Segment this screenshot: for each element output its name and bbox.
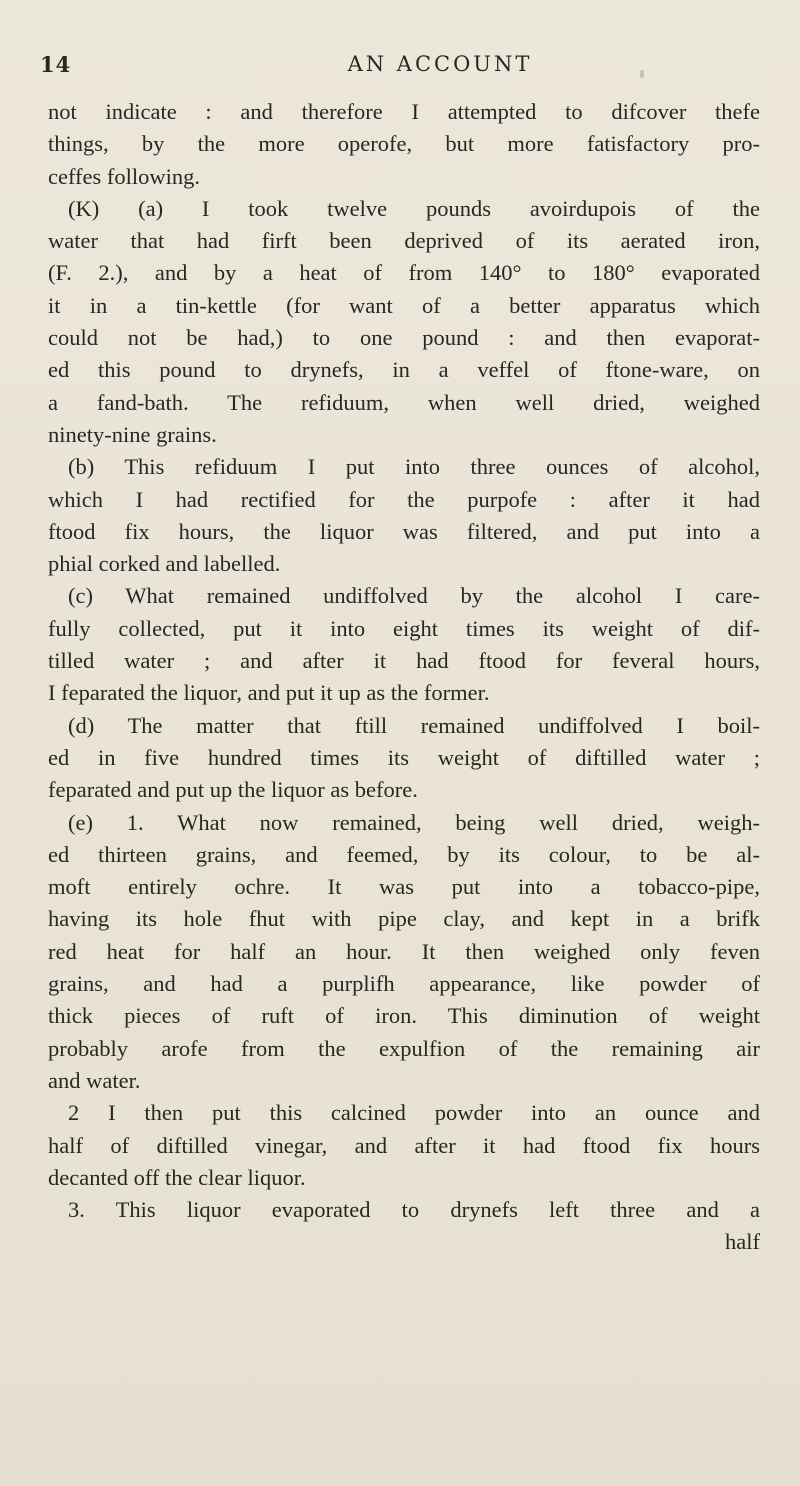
text-line: ftood fix hours, the liquor was filtered, and put into a	[48, 518, 760, 544]
text-line: (c) What remained undiffolved by the alcohol I care-	[68, 583, 760, 609]
text-line: (K) (a) I took twelve pounds avoirdupois of the	[68, 195, 760, 221]
text-line: ed thirteen grains, and feemed, by its colour, to be al-	[48, 841, 760, 867]
text-line: grains, and had a purplifh appearance, like powder of	[48, 971, 760, 997]
text-line: 3. This liquor evaporated to drynefs left three and a	[68, 1197, 760, 1223]
text-line: (e) 1. What now remained, being well dried, weigh-	[68, 809, 760, 835]
text-line: I feparated the liquor, and put it up as the former.	[48, 680, 490, 706]
text-line: fully collected, put it into eight times its weight of dif-	[48, 615, 760, 641]
text-line: which I had rectified for the purpofe : after it had	[48, 486, 760, 512]
text-line: feparated and put up the liquor as before.	[48, 777, 418, 803]
text-line: water that had firft been deprived of its aerated iron,	[48, 228, 760, 254]
ink-smudge	[640, 70, 644, 78]
text-line: probably arofe from the expulfion of the remaining air	[48, 1035, 760, 1061]
text-line: it in a tin-kettle (for want of a better apparatus which	[48, 292, 760, 318]
body-text	[48, 96, 760, 1259]
text-line: phial corked and labelled.	[48, 551, 281, 577]
text-line: tilled water ; and after it had ftood for feveral hours,	[48, 648, 760, 674]
text-line: not indicate : and therefore I attempted to difcover thefe	[48, 99, 760, 124]
page-number: 14	[40, 52, 72, 77]
text-line: red heat for half an hour. It then weighed only feven	[48, 938, 760, 964]
text-line: a fand-bath. The refiduum, when well dried, weighed	[48, 389, 760, 415]
text-line: things, by the more operofe, but more fatisfactory pro-	[48, 131, 760, 157]
catchword: half	[725, 1229, 760, 1255]
text-line: thick pieces of ruft of iron. This diminution of weight	[48, 1003, 760, 1029]
text-line: and water.	[48, 1067, 141, 1093]
text-line: 2 I then put this calcined powder into an ounce and	[68, 1100, 760, 1126]
text-line: could not be had,) to one pound : and then evaporat-	[48, 325, 760, 351]
text-line: (d) The matter that ftill remained undiffolved I boil-	[68, 712, 760, 738]
text-line: (F. 2.), and by a heat of from 140° to 180° evaporated	[48, 260, 760, 286]
text-line: half of diftilled vinegar, and after it had ftood fix hours	[48, 1132, 760, 1158]
text-line: decanted off the clear liquor.	[48, 1164, 306, 1190]
text-line: moft entirely ochre. It was put into a tobacco-pipe,	[48, 874, 760, 900]
text-line: having its hole fhut with pipe clay, and kept in a brifk	[48, 906, 760, 932]
running-title: AN ACCOUNT	[347, 52, 533, 76]
text-line: ceffes following.	[48, 163, 201, 189]
page-header	[40, 52, 760, 82]
text-line: (b) This refiduum I put into three ounces of alcohol,	[68, 454, 760, 480]
text-line: ed in five hundred times its weight of diftilled water ;	[48, 744, 760, 770]
text-line: ninety-nine grains.	[48, 421, 217, 447]
text-line: ed this pound to drynefs, in a veffel of ftone-ware, on	[48, 357, 760, 383]
